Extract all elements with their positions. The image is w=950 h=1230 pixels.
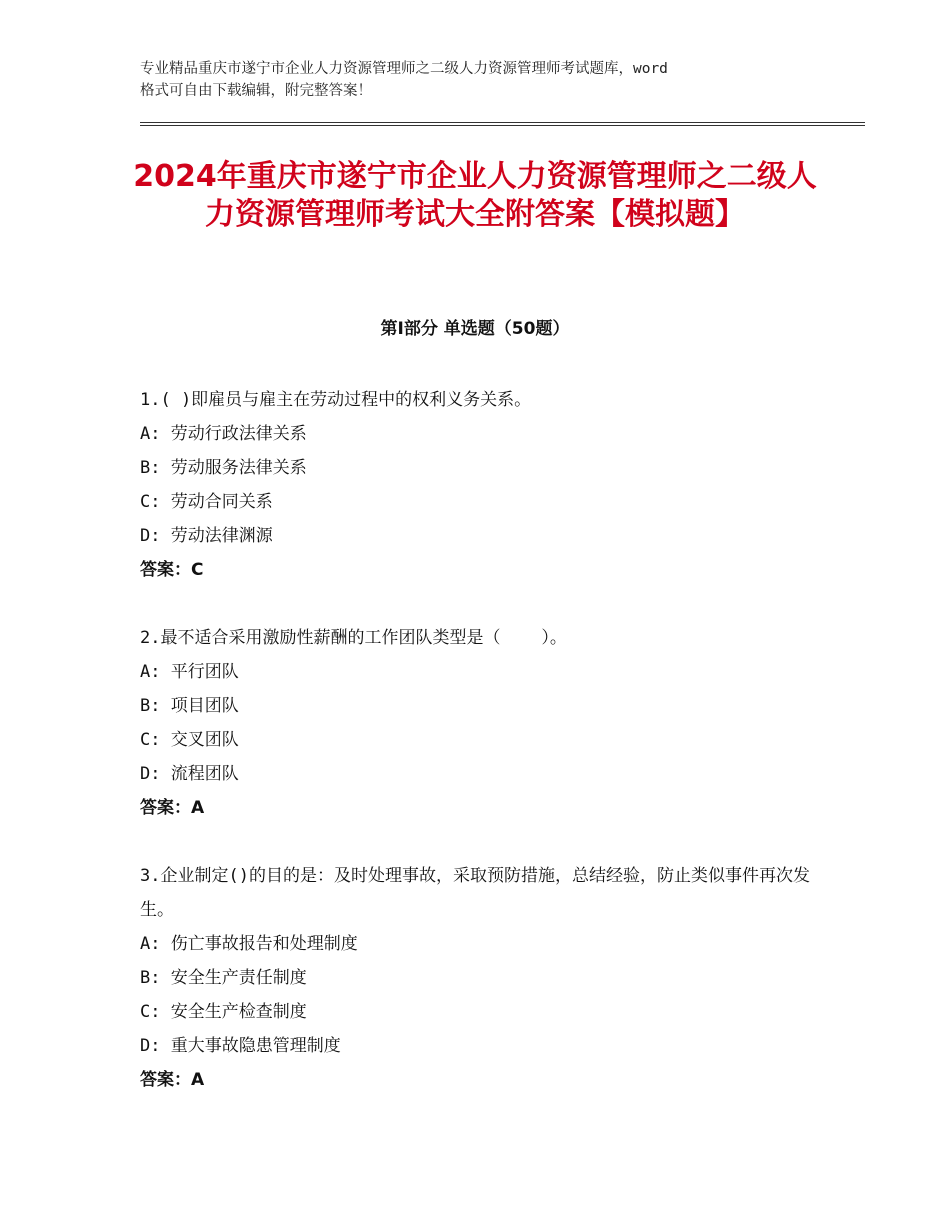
question-answer: 答案：A — [140, 798, 205, 818]
question-stem: 3.企业制定()的目的是：及时处理事故，采取预防措施，总结经验，防止类似事件再次发生。 — [140, 866, 810, 920]
option-b: B: 项目团队 — [140, 696, 239, 716]
question-1 — [140, 383, 830, 587]
option-d: D: 流程团队 — [140, 764, 239, 784]
question-3 — [140, 859, 830, 1097]
option-c: C: 安全生产检查制度 — [140, 1002, 307, 1022]
option-a: A: 平行团队 — [140, 662, 239, 682]
header-divider-bottom — [140, 125, 865, 126]
option-c: C: 劳动合同关系 — [140, 492, 273, 512]
section-title: 第Ⅰ部分 单选题（50题） — [380, 319, 570, 339]
document-title: 2024年重庆市遂宁市企业人力资源管理师之二级人力资源管理师考试大全附答案【模拟题】 — [133, 159, 817, 232]
option-d: D: 重大事故隐患管理制度 — [140, 1036, 341, 1056]
option-b: B: 劳动服务法律关系 — [140, 458, 307, 478]
option-a: A: 伤亡事故报告和处理制度 — [140, 934, 358, 954]
question-list — [140, 383, 830, 1131]
question-stem: 1.( )即雇员与雇主在劳动过程中的权利义务关系。 — [140, 390, 532, 410]
question-stem: 2.最不适合采用激励性薪酬的工作团队类型是（ ）。 — [140, 628, 567, 648]
option-d: D: 劳动法律渊源 — [140, 526, 273, 546]
option-c: C: 交叉团队 — [140, 730, 239, 750]
question-2 — [140, 621, 830, 825]
header-note: 专业精品重庆市遂宁市企业人力资源管理师之二级人力资源管理师考试题库，word 格式可自由下载编辑，附完整答案！ — [140, 61, 668, 99]
header-divider-top — [140, 122, 865, 123]
option-a: A: 劳动行政法律关系 — [140, 424, 307, 444]
option-b: B: 安全生产责任制度 — [140, 968, 307, 988]
question-answer: 答案：A — [140, 1070, 205, 1090]
question-answer: 答案：C — [140, 560, 204, 580]
